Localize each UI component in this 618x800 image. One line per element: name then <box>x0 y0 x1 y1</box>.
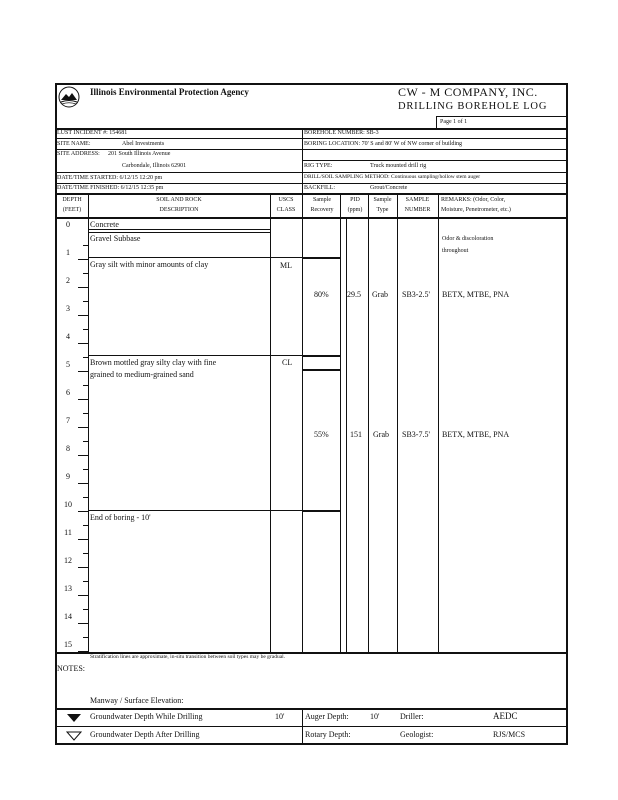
col-number-1: SAMPLE <box>405 197 430 203</box>
sample1-type: Grab <box>372 290 388 299</box>
drill-method: DRILL/SOIL SAMPLING METHOD: Continuous sampling/hollow stem auger <box>304 174 481 180</box>
col-type-1: Sample <box>373 197 392 203</box>
depth-half-tick <box>83 385 88 386</box>
depth-tick <box>78 539 88 540</box>
col-pid-2: (ppm) <box>347 207 363 213</box>
groundwater-while-icon <box>66 710 82 728</box>
layer-brown-clay-line1: Brown mottled gray silty clay with fine <box>90 358 217 367</box>
depth-half-tick <box>83 497 88 498</box>
depth-tick <box>78 371 88 372</box>
depth-tick <box>78 427 88 428</box>
col-number-2: NUMBER <box>404 207 431 213</box>
depth-half-tick <box>83 469 88 470</box>
log-title: DRILLING BOREHOLE LOG <box>398 101 548 112</box>
depth-label-4: 4 <box>66 332 70 341</box>
depth-label-12: 12 <box>64 556 72 565</box>
sample2-type: Grab <box>373 430 389 439</box>
depth-label-15: 15 <box>64 640 72 649</box>
col-remarks-2: Moisture, Penetrometer, etc.) <box>441 207 511 213</box>
rig-type-value: Truck mounted drill rig <box>370 163 427 169</box>
manway-label: Manway / Surface Elevation: <box>90 696 184 705</box>
layer-gray-silt: Gray silt with minor amounts of clay <box>90 260 209 269</box>
depth-label-9: 9 <box>66 472 70 481</box>
agency-name: Illinois Environmental Protection Agency <box>90 87 249 97</box>
site-address-value: 201 South Illinois Avenue <box>108 151 171 157</box>
depth-half-tick <box>83 609 88 610</box>
depth-tick <box>78 343 88 344</box>
depth-label-8: 8 <box>66 444 70 453</box>
depth-tick <box>78 399 88 400</box>
depth-half-tick <box>83 525 88 526</box>
depth-label-0: 0 <box>66 220 70 229</box>
depth-half-tick <box>83 357 88 358</box>
sample2-pid: 151 <box>350 430 362 439</box>
depth-tick <box>78 511 88 512</box>
depth-label-5: 5 <box>66 360 70 369</box>
geologist-value: RJS/MCS <box>493 730 526 739</box>
date-started: DATE/TIME STARTED: 6/12/15 12:20 pm <box>57 175 163 181</box>
sample2-remarks: BETX, MTBE, PNA <box>442 430 510 439</box>
borehole-number: BOREHOLE NUMBER: SB-3 <box>304 130 379 136</box>
groundwater-after-icon <box>66 728 82 746</box>
backfill-label: BACKFILL: <box>304 185 336 191</box>
depth-label-6: 6 <box>66 388 70 397</box>
site-name-label: SITE NAME: <box>57 141 91 147</box>
depth-half-tick <box>83 273 88 274</box>
site-address-label: SITE ADDRESS: <box>57 151 100 157</box>
layer-concrete: Concrete <box>90 220 119 229</box>
depth-label-13: 13 <box>64 584 72 593</box>
col-depth-2: (FEET) <box>62 207 82 213</box>
col-remarks-1: REMARKS: (Odor, Color, <box>441 197 506 203</box>
layer-gravel-subbase: Gravel Subbase <box>90 234 141 243</box>
uscs-ml: ML <box>280 261 292 270</box>
rig-type-label: RIG TYPE: <box>304 163 333 169</box>
geologist-label: Geologist: <box>400 730 434 739</box>
backfill-value: Grout/Concrete <box>370 185 408 191</box>
driller-label: Driller: <box>400 712 424 721</box>
layer-brown-clay-line2: grained to medium-grained sand <box>90 370 194 379</box>
gw-after-label: Groundwater Depth After Drilling <box>90 730 200 739</box>
depth-half-tick <box>83 413 88 414</box>
depth-tick <box>78 623 88 624</box>
depth-half-tick <box>83 301 88 302</box>
company-name: CW - M COMPANY, INC. <box>398 85 538 99</box>
depth-label-7: 7 <box>66 416 70 425</box>
stratification-note: Stratification lines are approximate, in-situ transition between soil types may be gradual. <box>90 654 286 660</box>
gw-while-label: Groundwater Depth While Drilling <box>90 712 203 721</box>
col-recovery-2: Recovery <box>310 207 334 213</box>
col-depth-1: DEPTH <box>62 197 82 203</box>
sample1-remarks: BETX, MTBE, PNA <box>442 290 510 299</box>
depth-label-2: 2 <box>66 276 70 285</box>
site-city: Carbondale, Illinois 62901 <box>122 163 187 169</box>
lust-incident: LUST INCIDENT #: 154681 <box>57 130 128 136</box>
layer-end-of-boring: End of boring - 10' <box>90 513 151 522</box>
depth-label-11: 11 <box>64 528 72 537</box>
sample2-recovery: 55% <box>314 430 329 439</box>
depth-half-tick <box>83 441 88 442</box>
illinois-epa-logo-icon <box>58 86 80 108</box>
depth-half-tick <box>83 637 88 638</box>
col-type-2: Type <box>376 207 389 213</box>
col-soil-2: DESCRIPTION <box>159 207 199 213</box>
depth-tick <box>78 483 88 484</box>
page-indicator: Page 1 of 1 <box>440 119 468 125</box>
col-pid-1: PID <box>350 197 360 203</box>
remark-odor-1: Odor & discoloration <box>442 236 494 242</box>
depth-half-tick <box>83 245 88 246</box>
sample2-number: SB3-7.5' <box>402 430 430 439</box>
depth-label-3: 3 <box>66 304 70 313</box>
depth-half-tick <box>83 553 88 554</box>
depth-half-tick <box>83 329 88 330</box>
col-uscs-2: CLASS <box>276 207 296 213</box>
col-uscs-1: USCS <box>278 197 294 203</box>
depth-label-10: 10 <box>64 500 72 509</box>
depth-tick <box>78 287 88 288</box>
depth-tick <box>78 567 88 568</box>
notes-label: NOTES: <box>57 664 85 673</box>
depth-tick <box>78 595 88 596</box>
date-finished: DATE/TIME FINISHED: 6/12/15 12:35 pm <box>57 185 164 191</box>
site-name-value: Abel Investments <box>122 141 165 147</box>
sample1-number: SB3-2.5' <box>402 290 430 299</box>
depth-tick <box>78 259 88 260</box>
depth-half-tick <box>83 581 88 582</box>
rotary-label: Rotary Depth: <box>305 730 351 739</box>
depth-label-14: 14 <box>64 612 72 621</box>
remark-odor-2: throughout <box>442 248 469 254</box>
driller-value: AEDC <box>493 711 518 721</box>
col-recovery-1: Sample <box>313 197 331 203</box>
depth-tick <box>78 455 88 456</box>
auger-label: Auger Depth: <box>305 712 349 721</box>
col-soil-1: SOIL AND ROCK <box>156 197 202 203</box>
gw-while-value: 10' <box>275 712 285 721</box>
depth-label-1: 1 <box>66 248 70 257</box>
uscs-cl: CL <box>282 358 293 367</box>
sample1-recovery: 80% <box>314 290 329 299</box>
sample1-pid: 29.5 <box>347 290 361 299</box>
boring-location: BORING LOCATION: 70' S and 80' W of NW corner of building <box>304 141 462 147</box>
auger-value: 10' <box>370 712 380 721</box>
depth-tick <box>78 315 88 316</box>
